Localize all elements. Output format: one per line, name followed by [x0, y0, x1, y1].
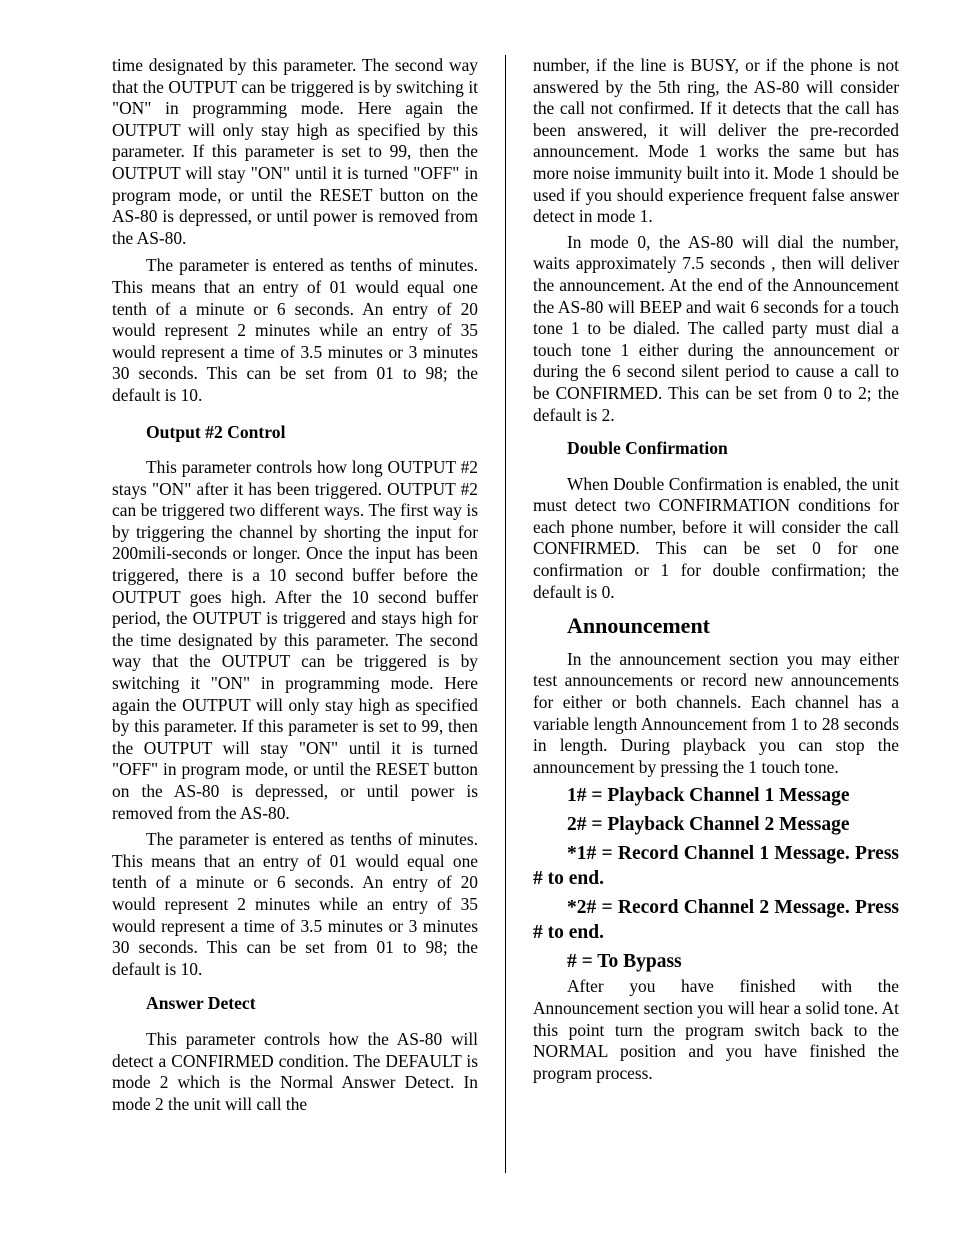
section-heading-output-2-control: Output #2 Control — [146, 421, 286, 442]
paragraph: time designated by this parameter. The second way that the OUTPUT can be triggered is by switching it "ON" in programming mode. Here again the OUTPUT will only stay high as specified by this parameter. If this parameter is set to 99, then the OUTPUT will stay "ON" until it is turned "OFF" in program mode, or until the RESET button on the AS-80 is depressed, or until power is removed from the AS-80. — [112, 55, 478, 248]
command-record-channel-1: *1# = Record Channel 1 Message. Press # to end. — [533, 843, 899, 890]
paragraph: The parameter is entered as tenths of minutes. This means that an entry of 01 would equal one tenth of a minute or 6 seconds. An entry of 20 would represent 2 minutes while an entry of 35 would represent a time of 3.5 minutes or 3 minutes 30 seconds. This can be set from 01 to 98; the default is 10. — [112, 829, 478, 979]
paragraph: The parameter is entered as tenths of minutes. This means that an entry of 01 would equal one tenth of a minute or 6 seconds. An entry of 20 would represent 2 minutes while an entry of 35 would represent a time of 3.5 minutes or 3 minutes 30 seconds. This can be set from 01 to 98; the default is 10. — [112, 255, 478, 405]
section-heading-double-confirmation: Double Confirmation — [567, 438, 728, 459]
paragraph: After you have finished with the Announcement section you will hear a solid tone. At this point turn the program switch back to the NORMAL position and you have finished the program process. — [533, 976, 899, 1083]
paragraph: This parameter controls how long OUTPUT #2 stays "ON" after it has been triggered. OUTPUT #2 can be triggered two different ways. The first way is by triggering the channel by shorting the input for 200mili-seconds or longer. Once the input has been triggered, there is a 10 second buffer before the OUTPUT goes high. After the 10 second buffer period, the OUTPUT is triggered and stays high for the time designated by this parameter. The second way that the OUTPUT can be triggered is by switching it "ON" in programming mode. Here again the OUTPUT will only stay high as specified by this parameter. If this parameter is set to 99, then the OUTPUT will stay "ON" until it is turned "OFF" in program mode, or until the RESET button on the AS-80 is depressed, or until power is removed from the AS-80. — [112, 457, 478, 823]
command-bypass: # = To Bypass — [567, 951, 682, 973]
paragraph: number, if the line is BUSY, or if the phone is not answered by the 5th ring, the AS-80 will consider the call not confirmed. If it detects that the call has been answered, it will deliver the pre-recorded announcement. Mode 1 works the same but has more noise immunity built into it. Mode 1 should be used if you should experience frequent false answer detect in mode 1. — [533, 55, 899, 227]
command-record-channel-2: *2# = Record Channel 2 Message. Press # to end. — [533, 897, 899, 944]
paragraph: In mode 0, the AS-80 will dial the number, waits approximately 7.5 seconds , then will deliver the announcement. At the end of the Announcement the AS-80 will BEEP and wait 6 seconds for a touch tone 1 to be dialed. The called party must dial a touch tone 1 either during the announcement or during the 6 second silent period to cause a call to be CONFIRMED. This can be set from 0 to 2; the default is 2. — [533, 231, 899, 425]
column-divider — [505, 55, 506, 1173]
command-playback-channel-1: 1# = Playback Channel 1 Message — [567, 785, 850, 807]
right-column — [533, 55, 899, 1084]
paragraph: This parameter controls how the AS-80 will detect a CONFIRMED condition. The DEFAULT is mode 2 which is the Normal Answer Detect. In mode 2 the unit will call the — [112, 1028, 478, 1114]
section-heading-answer-detect: Answer Detect — [146, 993, 256, 1014]
paragraph: In the announcement section you may either test announcements or record new announcements for either or both channels. Each channel has a variable length Announcement from 1 to 28 seconds in length. During playback you can stop the announcement by pressing the 1 touch tone. — [533, 648, 899, 777]
paragraph: When Double Confirmation is enabled, the unit must detect two CONFIRMATION conditions for each phone number, before it will consider the call CONFIRMED. This can be set 0 for one confirmation or 1 for double confirmation; the default is 0. — [533, 473, 899, 602]
command-playback-channel-2: 2# = Playback Channel 2 Message — [567, 814, 850, 836]
left-column — [112, 55, 478, 1115]
section-heading-announcement: Announcement — [567, 613, 711, 639]
